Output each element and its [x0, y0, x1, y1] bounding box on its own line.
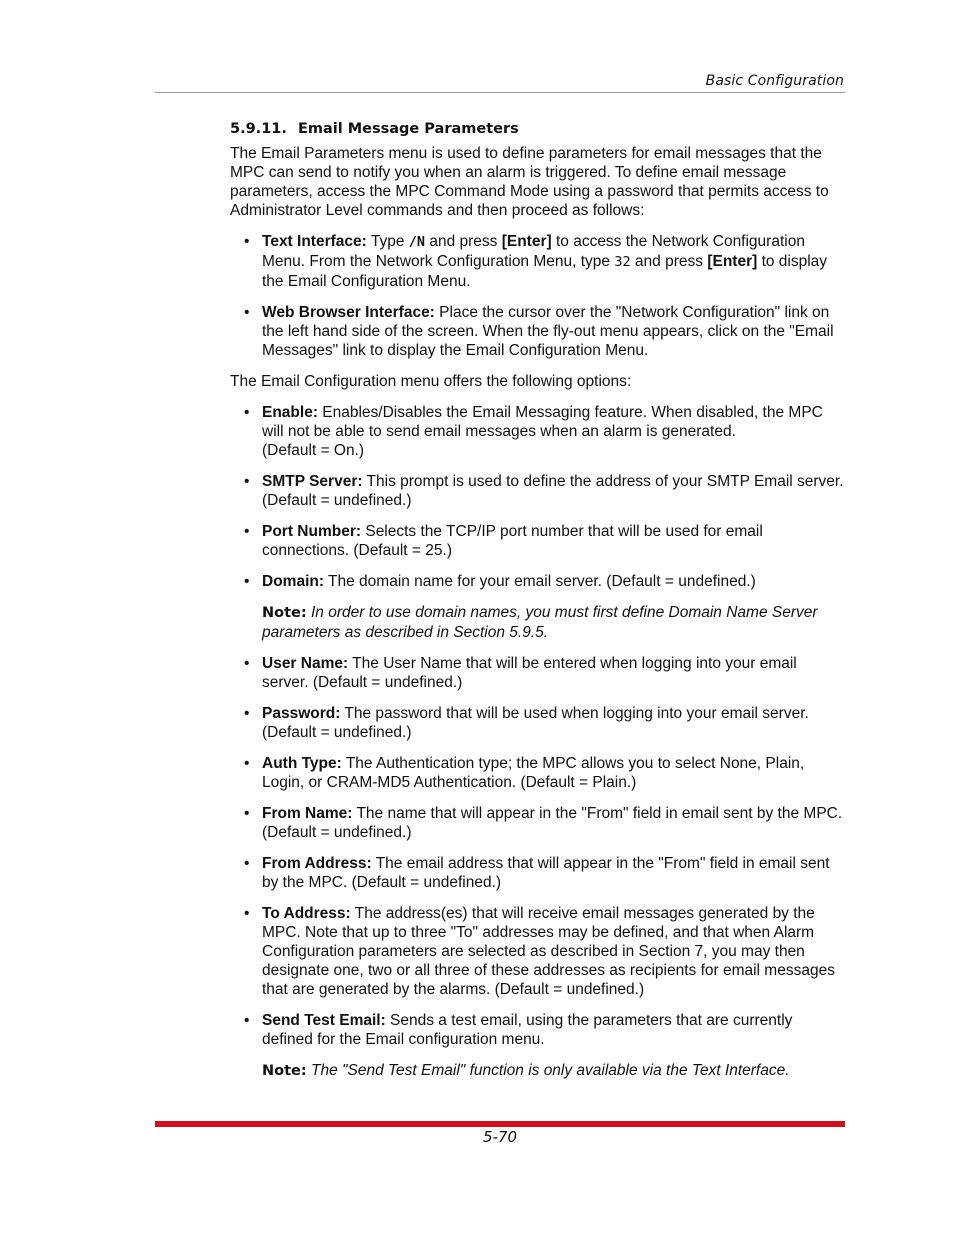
option-text: The User Name that will be entered when logging into your email server. (Default = undefined.): [262, 655, 797, 691]
list-item: [230, 904, 846, 999]
list-item: [230, 303, 846, 360]
bullet-icon: •: [244, 233, 250, 250]
command-code: /N: [408, 234, 426, 250]
option-text: The Authentication type; the MPC allows you to select None, Plain, Login, or CRAM-MD5 Authentication. (Default = Plain.): [262, 755, 805, 791]
note-text: The "Send Test Email" function is only available via the Text Interface.: [306, 1062, 790, 1079]
option-text: Enables/Disables the Email Messaging feature. When disabled, the MPC will not be able to send email messages when an alarm is generated.: [262, 404, 823, 440]
item-text: to display the Email Configuration Menu.: [262, 253, 828, 290]
key-enter: [Enter]: [501, 233, 552, 250]
term-text-interface: Text Interface:: [262, 233, 367, 250]
option-term: To Address:: [262, 905, 351, 922]
list-item: [230, 854, 846, 892]
intro-paragraph: The Email Parameters menu is used to define parameters for email messages that the MPC can send to notify you when an alarm is triggered. To define email message parameters, access the MPC Command Mode using a password that permits access to Administrator Level commands and then proceed as follows:: [230, 145, 829, 219]
bullet-icon: •: [244, 404, 250, 421]
option-term: From Name:: [262, 805, 353, 822]
option-text: Selects the TCP/IP port number that will be used for email connections. (Default = 25.): [262, 523, 763, 559]
item-text: and press: [630, 253, 708, 270]
bullet-icon: •: [244, 473, 250, 490]
option-text: This prompt is used to define the address of your SMTP Email server. (Default = undefined.): [262, 473, 844, 509]
option-term: User Name:: [262, 655, 349, 672]
note-send-test: [230, 1061, 846, 1081]
option-term: Password:: [262, 705, 341, 722]
bullet-icon: •: [244, 573, 250, 590]
option-term: Send Test Email:: [262, 1012, 386, 1029]
bullet-icon: •: [244, 655, 250, 672]
section-heading: [230, 120, 846, 139]
note-label: Note:: [262, 1063, 307, 1079]
access-methods-list: [230, 232, 846, 360]
option-text: The email address that will appear in the "From" field in email sent by the MPC. (Default = undefined.): [262, 855, 830, 891]
list-item: [230, 232, 846, 291]
option-term: Domain:: [262, 573, 324, 590]
footer-rule: [155, 1121, 845, 1127]
options-list: [230, 403, 846, 591]
bullet-icon: •: [244, 905, 250, 922]
bullet-icon: •: [244, 304, 250, 321]
list-item: [230, 572, 846, 591]
option-term: SMTP Server:: [262, 473, 363, 490]
section-title: Email Message Parameters: [297, 121, 519, 137]
note-label: Note:: [262, 605, 307, 621]
options-list-2: [230, 654, 846, 1049]
section-number: 5.9.11.: [230, 121, 287, 137]
option-text: The password that will be used when logging into your email server. (Default = undefined.): [262, 705, 809, 741]
list-item: [230, 754, 846, 792]
option-term: Enable:: [262, 404, 318, 421]
option-text: The name that will appear in the "From" field in email sent by the MPC. (Default = undefined.): [262, 805, 843, 841]
option-text: Sends a test email, using the parameters that are currently defined for the Email configuration menu.: [262, 1012, 793, 1048]
option-text: The domain name for your email server. (Default = undefined.): [324, 573, 756, 590]
menu-number: 32: [614, 254, 631, 270]
bullet-icon: •: [244, 705, 250, 722]
option-term: Port Number:: [262, 523, 362, 540]
item-text: to access the Network Configuration Menu. From the Network Configuration Menu, type: [262, 233, 805, 270]
page-body: [230, 120, 846, 1093]
bullet-icon: •: [244, 855, 250, 872]
option-term: Auth Type:: [262, 755, 342, 772]
note-domain: [230, 603, 846, 642]
key-enter: [Enter]: [707, 253, 758, 270]
note-text: In order to use domain names, you must first define Domain Name Server parameters as described in Section 5.9.5.: [262, 604, 818, 641]
item-text: and press: [425, 233, 502, 250]
item-text: Place the cursor over the "Network Configuration" link on the left hand side of the screen. When the fly-out menu appears, click on the "Email Messages" link to display the Email Configuration Menu.: [262, 304, 834, 359]
option-default: (Default = On.): [262, 442, 365, 459]
bullet-icon: •: [244, 805, 250, 822]
bullet-icon: •: [244, 523, 250, 540]
list-item: [230, 804, 846, 842]
list-item: [230, 522, 846, 560]
options-intro: The Email Configuration menu offers the following options:: [230, 373, 632, 390]
option-term: From Address:: [262, 855, 372, 872]
list-item: [230, 472, 846, 510]
bullet-icon: •: [244, 1012, 250, 1029]
item-text: Type: [366, 233, 409, 250]
option-text: The address(es) that will receive email messages generated by the MPC. Note that up to three "To" addresses may be defined, and that when Alarm Configuration parameters are selected as described in Section 7, you may then designate one, two or all three of these addresses as recipients for email messages that are generated by the alarms. (Default = undefined.): [262, 905, 835, 998]
bullet-icon: •: [244, 755, 250, 772]
list-item: [230, 654, 846, 692]
running-header: Basic Configuration: [705, 73, 844, 89]
list-item: [230, 704, 846, 742]
list-item: [230, 1011, 846, 1049]
list-item: [230, 403, 846, 460]
page-number: 5-70: [483, 1128, 518, 1146]
term-web-interface: Web Browser Interface:: [262, 304, 435, 321]
header-rule: [155, 92, 845, 93]
